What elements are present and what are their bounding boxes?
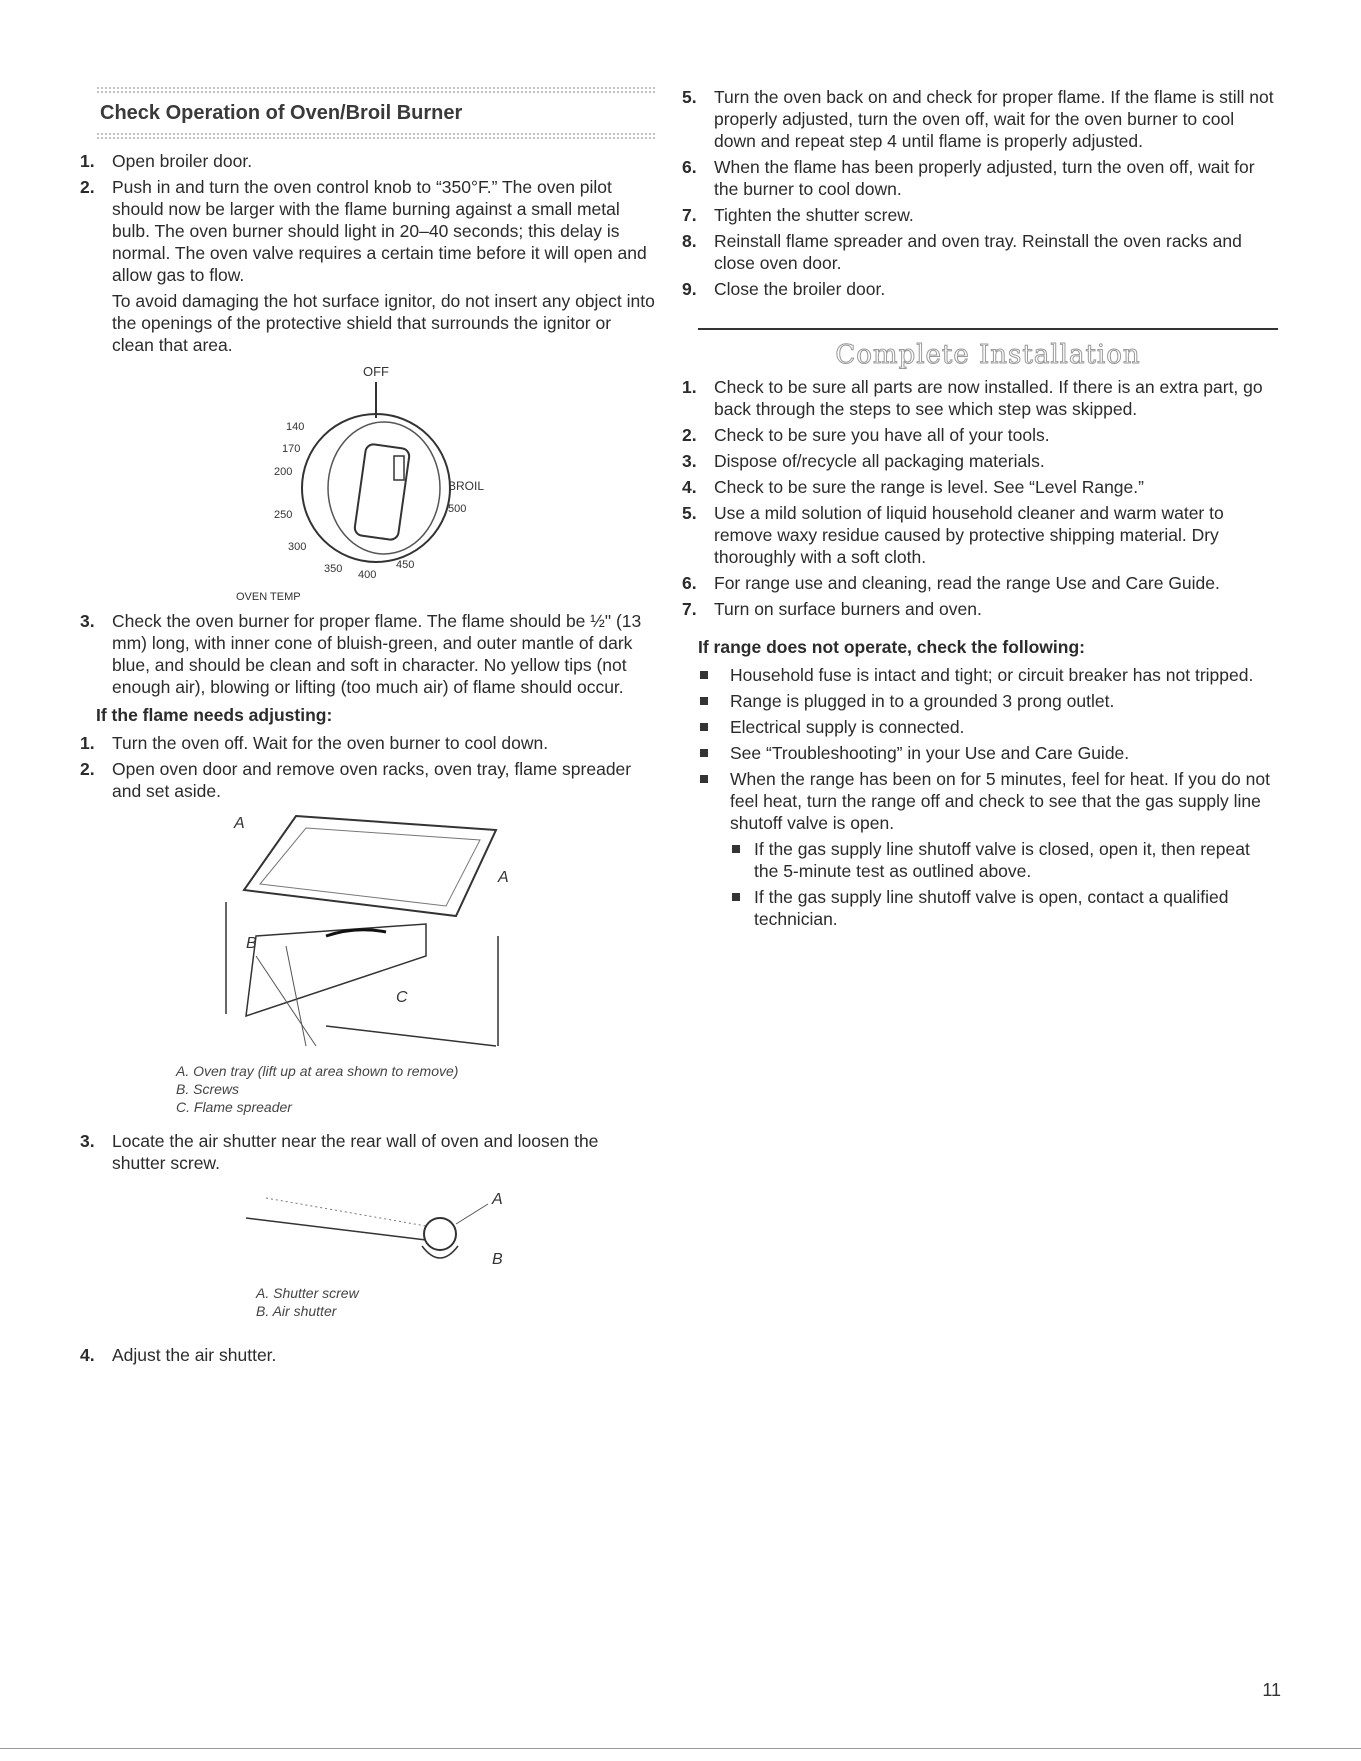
list-item: 7. Turn on surface burners and oven.: [682, 599, 982, 619]
bullet-square-icon: [700, 723, 708, 731]
bullet-square-icon: [700, 775, 708, 783]
bullet-square-icon: [700, 697, 708, 705]
knob-label-140: 140: [286, 421, 305, 433]
sub-bullets: [730, 838, 1278, 930]
caption: B. Air shutter: [256, 1303, 337, 1319]
knob-grip: [354, 443, 410, 540]
operate-heading: If range does not operate, check the following:: [698, 637, 1085, 657]
knob-label-500: 500: [448, 503, 467, 515]
list-item: 3. Locate the air shutter near the rear wall of oven and loosen the shutter screw.: [80, 1131, 599, 1173]
knob-label-170: 170: [282, 443, 301, 455]
bullet-square-icon: [732, 893, 740, 901]
list-item: 2. Push in and turn the oven control knob to “350°F.” The oven pilot should now be larger with the flame burning against a small metal bulb. The oven burner should light in 20–40 seconds; this delay is normal. The oven valve requires a certain time before it will open and allow gas to flow.: [80, 177, 647, 285]
bullet-square-icon: [700, 749, 708, 757]
steps-list-b-cont: [80, 1130, 656, 1174]
oven-knob-diagram: [226, 360, 526, 610]
caption: C. Flame spreader: [176, 1099, 292, 1115]
tray-letter-b: B: [246, 935, 257, 952]
section-divider: [698, 328, 1278, 330]
list-item: Range is plugged in to a grounded 3 prong outlet.: [698, 690, 1278, 712]
list-item: 2. Open oven door and remove oven racks, oven tray, flame spreader and set aside.: [80, 759, 632, 801]
list-item: 2. Check to be sure you have all of your tools.: [682, 425, 1050, 445]
steps-list-b: [80, 732, 656, 802]
steps-list-d: [682, 376, 1278, 620]
list-item: 7. Tighten the shutter screw.: [682, 205, 914, 225]
check-bullets: [698, 664, 1278, 930]
steps-list-c: [682, 86, 1278, 300]
knob-dial: [302, 414, 450, 562]
section-title: Check Operation of Oven/Broil Burner: [100, 102, 463, 124]
list-item: 4. Check to be sure the range is level. See “Level Range.”: [682, 477, 1144, 497]
list-item: 5. Turn the oven back on and check for proper flame. If the flame is still not properly adjusted, turn the oven off, wait for the oven burner to cool down and repeat step 4 until flame is properly adjusted.: [682, 87, 1274, 151]
list-item: 6. For range use and cleaning, read the range Use and Care Guide.: [682, 573, 1220, 593]
bottom-rule: [0, 1748, 1361, 1749]
list-item: 1. Check to be sure all parts are now installed. If there is an extra part, go back through the steps to see which step was skipped.: [682, 377, 1263, 419]
knob-label-350: 350: [324, 563, 343, 575]
list-item: 8. Reinstall flame spreader and oven tray. Reinstall the oven racks and close oven door.: [682, 231, 1242, 273]
knob-label-300: 300: [288, 541, 307, 553]
steps-list-a: [80, 150, 656, 286]
list-item: 9. Close the broiler door.: [682, 279, 886, 299]
complete-installation-title: Complete Installation: [835, 340, 1141, 370]
steps-list-b-end: [80, 1344, 656, 1366]
shutter-captions: [256, 1284, 656, 1320]
list-item: 6. When the flame has been properly adjusted, turn the oven off, wait for the burner to cool down.: [682, 157, 1255, 199]
caption: B. Screws: [176, 1081, 240, 1097]
knob-face: [328, 422, 440, 554]
caption: A. Shutter screw: [256, 1285, 359, 1301]
ignitor-note: To avoid damaging the hot surface ignitor, do not insert any object into the openings of the protective shield that surrounds the ignitor or clean that area.: [112, 291, 655, 355]
knob-label-broil: BROIL: [448, 479, 485, 493]
shutter-letter-b: B: [492, 1251, 503, 1268]
steps-list-a-cont: [80, 610, 656, 698]
tray-letter-a2: A: [498, 869, 509, 886]
knob-label-off: OFF: [363, 364, 389, 379]
list-item: 3. Dispose of/recycle all packaging materials.: [682, 451, 1045, 471]
list-item: 1. Turn the oven off. Wait for the oven burner to cool down.: [80, 733, 549, 753]
right-column: [682, 86, 1278, 934]
knob-label-450: 450: [396, 559, 415, 571]
list-item: When the range has been on for 5 minutes, feel for heat. If you do not feel heat, turn the range off and check to see that the gas supply line shutoff valve is open. If the gas supply line shutoff valve is closed, open it, then repeat the 5-minute test as outlined above. If the gas supply line shutoff valve is open, contact a qualified technician.: [698, 768, 1278, 930]
knob-label-400: 400: [358, 569, 377, 581]
oven-tray-diagram: [216, 806, 536, 1056]
list-item: 5. Use a mild solution of liquid household cleaner and warm water to remove waxy residue caused by protective shipping material. Dry thoroughly with a soft cloth.: [682, 503, 1224, 567]
list-item: See “Troubleshooting” in your Use and Care Guide.: [698, 742, 1278, 764]
adjust-heading: If the flame needs adjusting:: [96, 705, 333, 725]
page-number: 11: [1262, 1680, 1281, 1700]
left-column: [80, 86, 656, 1370]
list-item: 4. Adjust the air shutter.: [80, 1345, 277, 1365]
air-shutter-diagram: [226, 1178, 526, 1278]
list-item: Electrical supply is connected.: [698, 716, 1278, 738]
tray-captions: [176, 1062, 656, 1116]
knob-label-250: 250: [274, 509, 293, 521]
knob-label-oven-temp: OVEN TEMP: [236, 591, 301, 603]
list-item: If the gas supply line shutoff valve is closed, open it, then repeat the 5-minute test as outlined above.: [730, 838, 1278, 882]
caption: A. Oven tray (lift up at area shown to remove): [176, 1063, 459, 1079]
shutter-letter-a: A: [492, 1191, 503, 1208]
dotted-rule-bottom: [96, 132, 656, 140]
dotted-rule-top: [96, 86, 656, 94]
tray-letter-a1: A: [234, 815, 245, 832]
list-item: 1. Open broiler door.: [80, 151, 253, 171]
list-item: Household fuse is intact and tight; or circuit breaker has not tripped.: [698, 664, 1278, 686]
knob-label-200: 200: [274, 466, 293, 478]
bullet-square-icon: [700, 671, 708, 679]
list-item: 3. Check the oven burner for proper flame. The flame should be ½" (13 mm) long, with inner cone of bluish-green, and outer mantle of dark blue, and should be clean and soft in character. No yellow tips (not enough air), blowing or lifting (too much air) of flame should occur.: [80, 611, 642, 697]
list-item: If the gas supply line shutoff valve is open, contact a qualified technician.: [730, 886, 1278, 930]
tray-letter-c: C: [396, 989, 408, 1006]
bullet-square-icon: [732, 845, 740, 853]
